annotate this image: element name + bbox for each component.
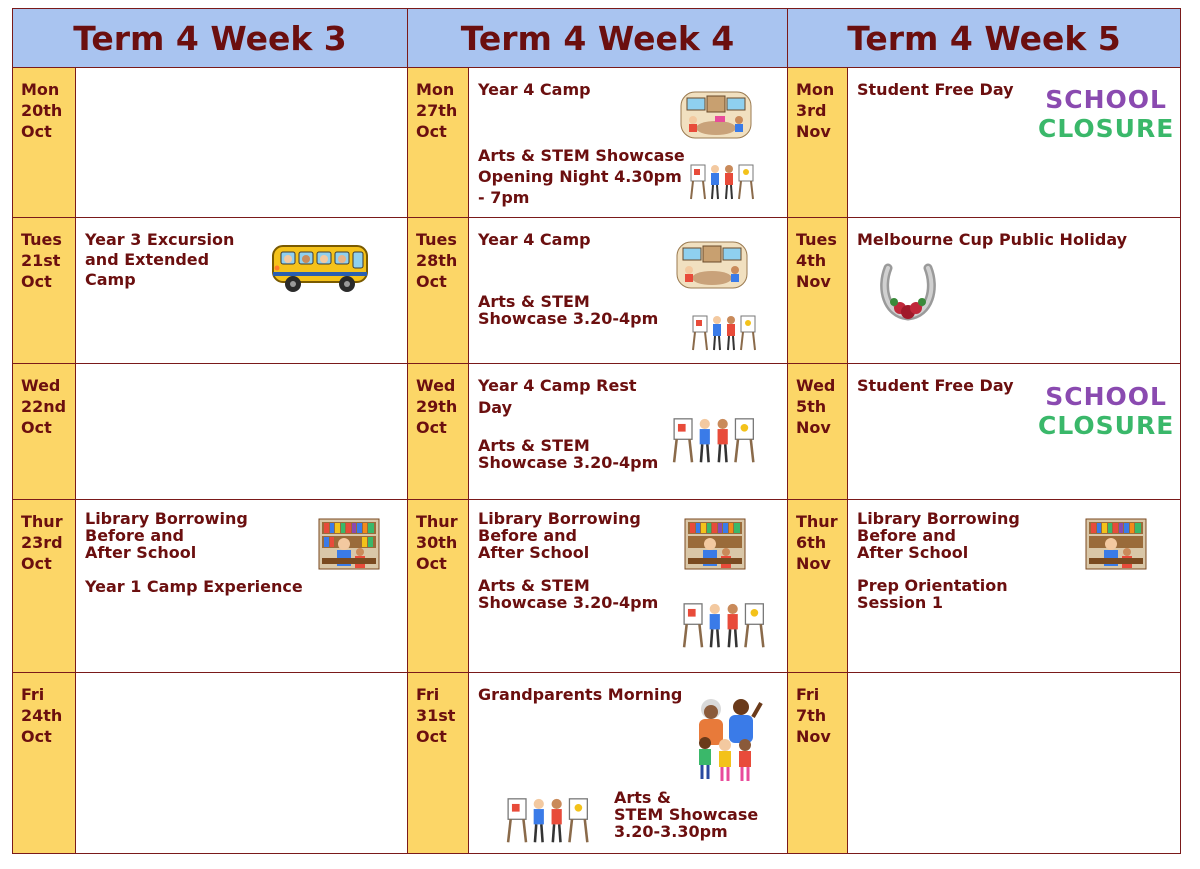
day-month: Nov bbox=[796, 418, 831, 437]
closure-line: SCHOOL bbox=[1045, 382, 1167, 411]
horseshoe-icon bbox=[878, 262, 938, 324]
day-label-mon-3-nov bbox=[787, 67, 848, 218]
event-line: Arts & STEM bbox=[478, 292, 590, 311]
day-date: 4th bbox=[796, 251, 827, 270]
day-name: Fri bbox=[416, 685, 440, 704]
closure-line: CLOSURE bbox=[1038, 411, 1175, 440]
week-title: Term 4 Week 3 bbox=[73, 18, 347, 58]
event-line: Session 1 bbox=[857, 593, 943, 612]
day-date: 24th bbox=[21, 706, 63, 725]
day-cell-mon-20-oct bbox=[75, 67, 408, 218]
day-label-fri-24-oct bbox=[12, 672, 76, 854]
event-student-free-day: Student Free Day bbox=[857, 376, 1014, 395]
event-arts-stem-showcase bbox=[478, 437, 658, 471]
week-title: Term 4 Week 4 bbox=[460, 18, 735, 58]
day-date: 6th bbox=[796, 533, 827, 552]
library-icon bbox=[683, 518, 747, 570]
day-month: Nov bbox=[796, 122, 831, 141]
day-month: Oct bbox=[416, 554, 447, 573]
day-label-wed-22-oct bbox=[12, 363, 76, 500]
day-name: Wed bbox=[21, 376, 61, 395]
day-cell-tues-21-oct bbox=[75, 217, 408, 364]
day-name: Fri bbox=[21, 685, 45, 704]
day-name: Mon bbox=[416, 80, 455, 99]
day-cell-thur-30-oct bbox=[468, 499, 788, 673]
day-name: Tues bbox=[21, 230, 62, 249]
day-month: Oct bbox=[416, 418, 447, 437]
day-month: Oct bbox=[416, 272, 447, 291]
event-year-3-excursion bbox=[85, 230, 234, 290]
event-arts-stem-opening-night bbox=[478, 145, 685, 208]
event-student-free-day: Student Free Day bbox=[857, 80, 1014, 99]
event-line: Library Borrowing bbox=[857, 509, 1020, 528]
event-line: Before and bbox=[478, 526, 577, 545]
day-label-tues-21-oct bbox=[12, 217, 76, 364]
event-arts-stem-showcase bbox=[614, 789, 758, 840]
closure-line: SCHOOL bbox=[1045, 85, 1167, 114]
day-month: Oct bbox=[21, 554, 52, 573]
school-closure-graphic bbox=[1038, 85, 1174, 143]
arts-stem-kids-icon bbox=[679, 596, 771, 650]
day-cell-fri-31-oct bbox=[468, 672, 788, 854]
arts-stem-kids-icon bbox=[687, 159, 759, 201]
day-cell-tues-4-nov bbox=[847, 217, 1181, 364]
event-library-borrowing bbox=[85, 510, 248, 561]
event-library-borrowing bbox=[857, 510, 1020, 561]
event-arts-stem-showcase bbox=[478, 293, 658, 327]
event-melbourne-cup: Melbourne Cup Public Holiday bbox=[857, 230, 1128, 249]
event-year-4-camp: Year 4 Camp bbox=[478, 80, 591, 99]
event-line: Showcase 3.20-4pm bbox=[478, 593, 659, 612]
event-line: Prep Orientation bbox=[857, 576, 1008, 595]
event-year-4-camp: Year 4 Camp bbox=[478, 230, 591, 249]
event-year-4-camp-rest-day bbox=[478, 375, 637, 419]
week-3-header bbox=[12, 8, 408, 68]
event-arts-stem-showcase bbox=[478, 577, 658, 611]
event-prep-orientation bbox=[857, 577, 1008, 611]
day-name: Wed bbox=[796, 376, 836, 395]
day-name: Tues bbox=[416, 230, 457, 249]
day-label-thur-30-oct bbox=[407, 499, 469, 673]
day-label-mon-27-oct bbox=[407, 67, 469, 218]
event-line: Arts & STEM bbox=[478, 436, 590, 455]
day-date: 5th bbox=[796, 397, 827, 416]
day-month: Nov bbox=[796, 272, 831, 291]
day-name: Mon bbox=[796, 80, 835, 99]
day-cell-wed-5-nov bbox=[847, 363, 1181, 500]
school-closure-graphic bbox=[1038, 382, 1174, 440]
day-date: 22nd bbox=[21, 397, 67, 416]
day-date: 23rd bbox=[21, 533, 63, 552]
camp-cabin-icon bbox=[679, 88, 753, 142]
day-month: Nov bbox=[796, 727, 831, 746]
day-cell-fri-7-nov bbox=[847, 672, 1181, 854]
day-month: Oct bbox=[416, 122, 447, 141]
event-line: Arts & STEM bbox=[478, 576, 590, 595]
day-date: 27th bbox=[416, 101, 458, 120]
day-name: Wed bbox=[416, 376, 456, 395]
day-cell-fri-24-oct bbox=[75, 672, 408, 854]
day-date: 31st bbox=[416, 706, 456, 725]
grandparents-family-icon bbox=[689, 695, 765, 783]
event-line: Library Borrowing bbox=[85, 509, 248, 528]
library-icon bbox=[318, 518, 380, 570]
day-label-mon-20-oct bbox=[12, 67, 76, 218]
arts-stem-kids-icon bbox=[503, 791, 595, 845]
day-cell-thur-23-oct bbox=[75, 499, 408, 673]
library-icon bbox=[1084, 518, 1148, 570]
event-line: and Extended bbox=[85, 250, 210, 269]
closure-line: CLOSURE bbox=[1038, 114, 1175, 143]
event-line: - 7pm bbox=[478, 188, 530, 207]
week-title: Term 4 Week 5 bbox=[847, 18, 1121, 58]
day-name: Thur bbox=[416, 512, 458, 531]
day-date: 28th bbox=[416, 251, 458, 270]
day-cell-mon-3-nov bbox=[847, 67, 1181, 218]
day-date: 20th bbox=[21, 101, 63, 120]
event-line: Opening Night 4.30pm bbox=[478, 167, 682, 186]
day-month: Nov bbox=[796, 554, 831, 573]
day-date: 3rd bbox=[796, 101, 827, 120]
event-year-1-camp: Year 1 Camp Experience bbox=[85, 577, 303, 596]
day-label-fri-31-oct bbox=[407, 672, 469, 854]
event-line: Showcase 3.20-4pm bbox=[478, 309, 659, 328]
school-bus-icon bbox=[269, 238, 373, 298]
event-line: Year 3 Excursion bbox=[85, 230, 235, 249]
day-label-fri-7-nov bbox=[787, 672, 848, 854]
day-month: Oct bbox=[21, 418, 52, 437]
day-cell-wed-22-oct bbox=[75, 363, 408, 500]
event-line: After School bbox=[478, 543, 590, 562]
event-library-borrowing bbox=[478, 510, 641, 561]
event-line: Before and bbox=[857, 526, 956, 545]
day-date: 21st bbox=[21, 251, 61, 270]
term-calendar bbox=[12, 8, 1181, 854]
event-line: After School bbox=[857, 543, 969, 562]
day-cell-thur-6-nov bbox=[847, 499, 1181, 673]
event-line: After School bbox=[85, 543, 197, 562]
week-5-header bbox=[787, 8, 1181, 68]
event-line: Year 4 Camp Rest bbox=[478, 376, 637, 395]
day-date: 30th bbox=[416, 533, 458, 552]
day-label-wed-29-oct bbox=[407, 363, 469, 500]
day-name: Mon bbox=[21, 80, 60, 99]
day-cell-wed-29-oct bbox=[468, 363, 788, 500]
day-cell-tues-28-oct bbox=[468, 217, 788, 364]
day-name: Thur bbox=[796, 512, 838, 531]
event-line: Showcase 3.20-4pm bbox=[478, 453, 659, 472]
event-line: Arts & STEM Showcase bbox=[478, 146, 685, 165]
day-name: Fri bbox=[796, 685, 820, 704]
day-date: 29th bbox=[416, 397, 458, 416]
day-label-wed-5-nov bbox=[787, 363, 848, 500]
event-line: Arts & bbox=[614, 788, 671, 807]
week-4-header bbox=[407, 8, 788, 68]
camp-cabin-icon bbox=[675, 238, 749, 292]
arts-stem-kids-icon bbox=[689, 310, 761, 352]
day-month: Oct bbox=[21, 727, 52, 746]
day-name: Tues bbox=[796, 230, 837, 249]
day-label-thur-6-nov bbox=[787, 499, 848, 673]
day-label-tues-28-oct bbox=[407, 217, 469, 364]
event-line: Day bbox=[478, 398, 513, 417]
event-line: Before and bbox=[85, 526, 184, 545]
event-line: Camp bbox=[85, 270, 136, 289]
day-month: Oct bbox=[416, 727, 447, 746]
event-line: 3.20-3.30pm bbox=[614, 822, 728, 841]
event-grandparents-morning: Grandparents Morning bbox=[478, 685, 683, 704]
arts-stem-kids-icon bbox=[669, 410, 761, 466]
day-label-thur-23-oct bbox=[12, 499, 76, 673]
event-line: Library Borrowing bbox=[478, 509, 641, 528]
day-month: Oct bbox=[21, 122, 52, 141]
event-line: STEM Showcase bbox=[614, 805, 759, 824]
day-name: Thur bbox=[21, 512, 63, 531]
day-date: 7th bbox=[796, 706, 827, 725]
day-cell-mon-27-oct bbox=[468, 67, 788, 218]
day-label-tues-4-nov bbox=[787, 217, 848, 364]
day-month: Oct bbox=[21, 272, 52, 291]
